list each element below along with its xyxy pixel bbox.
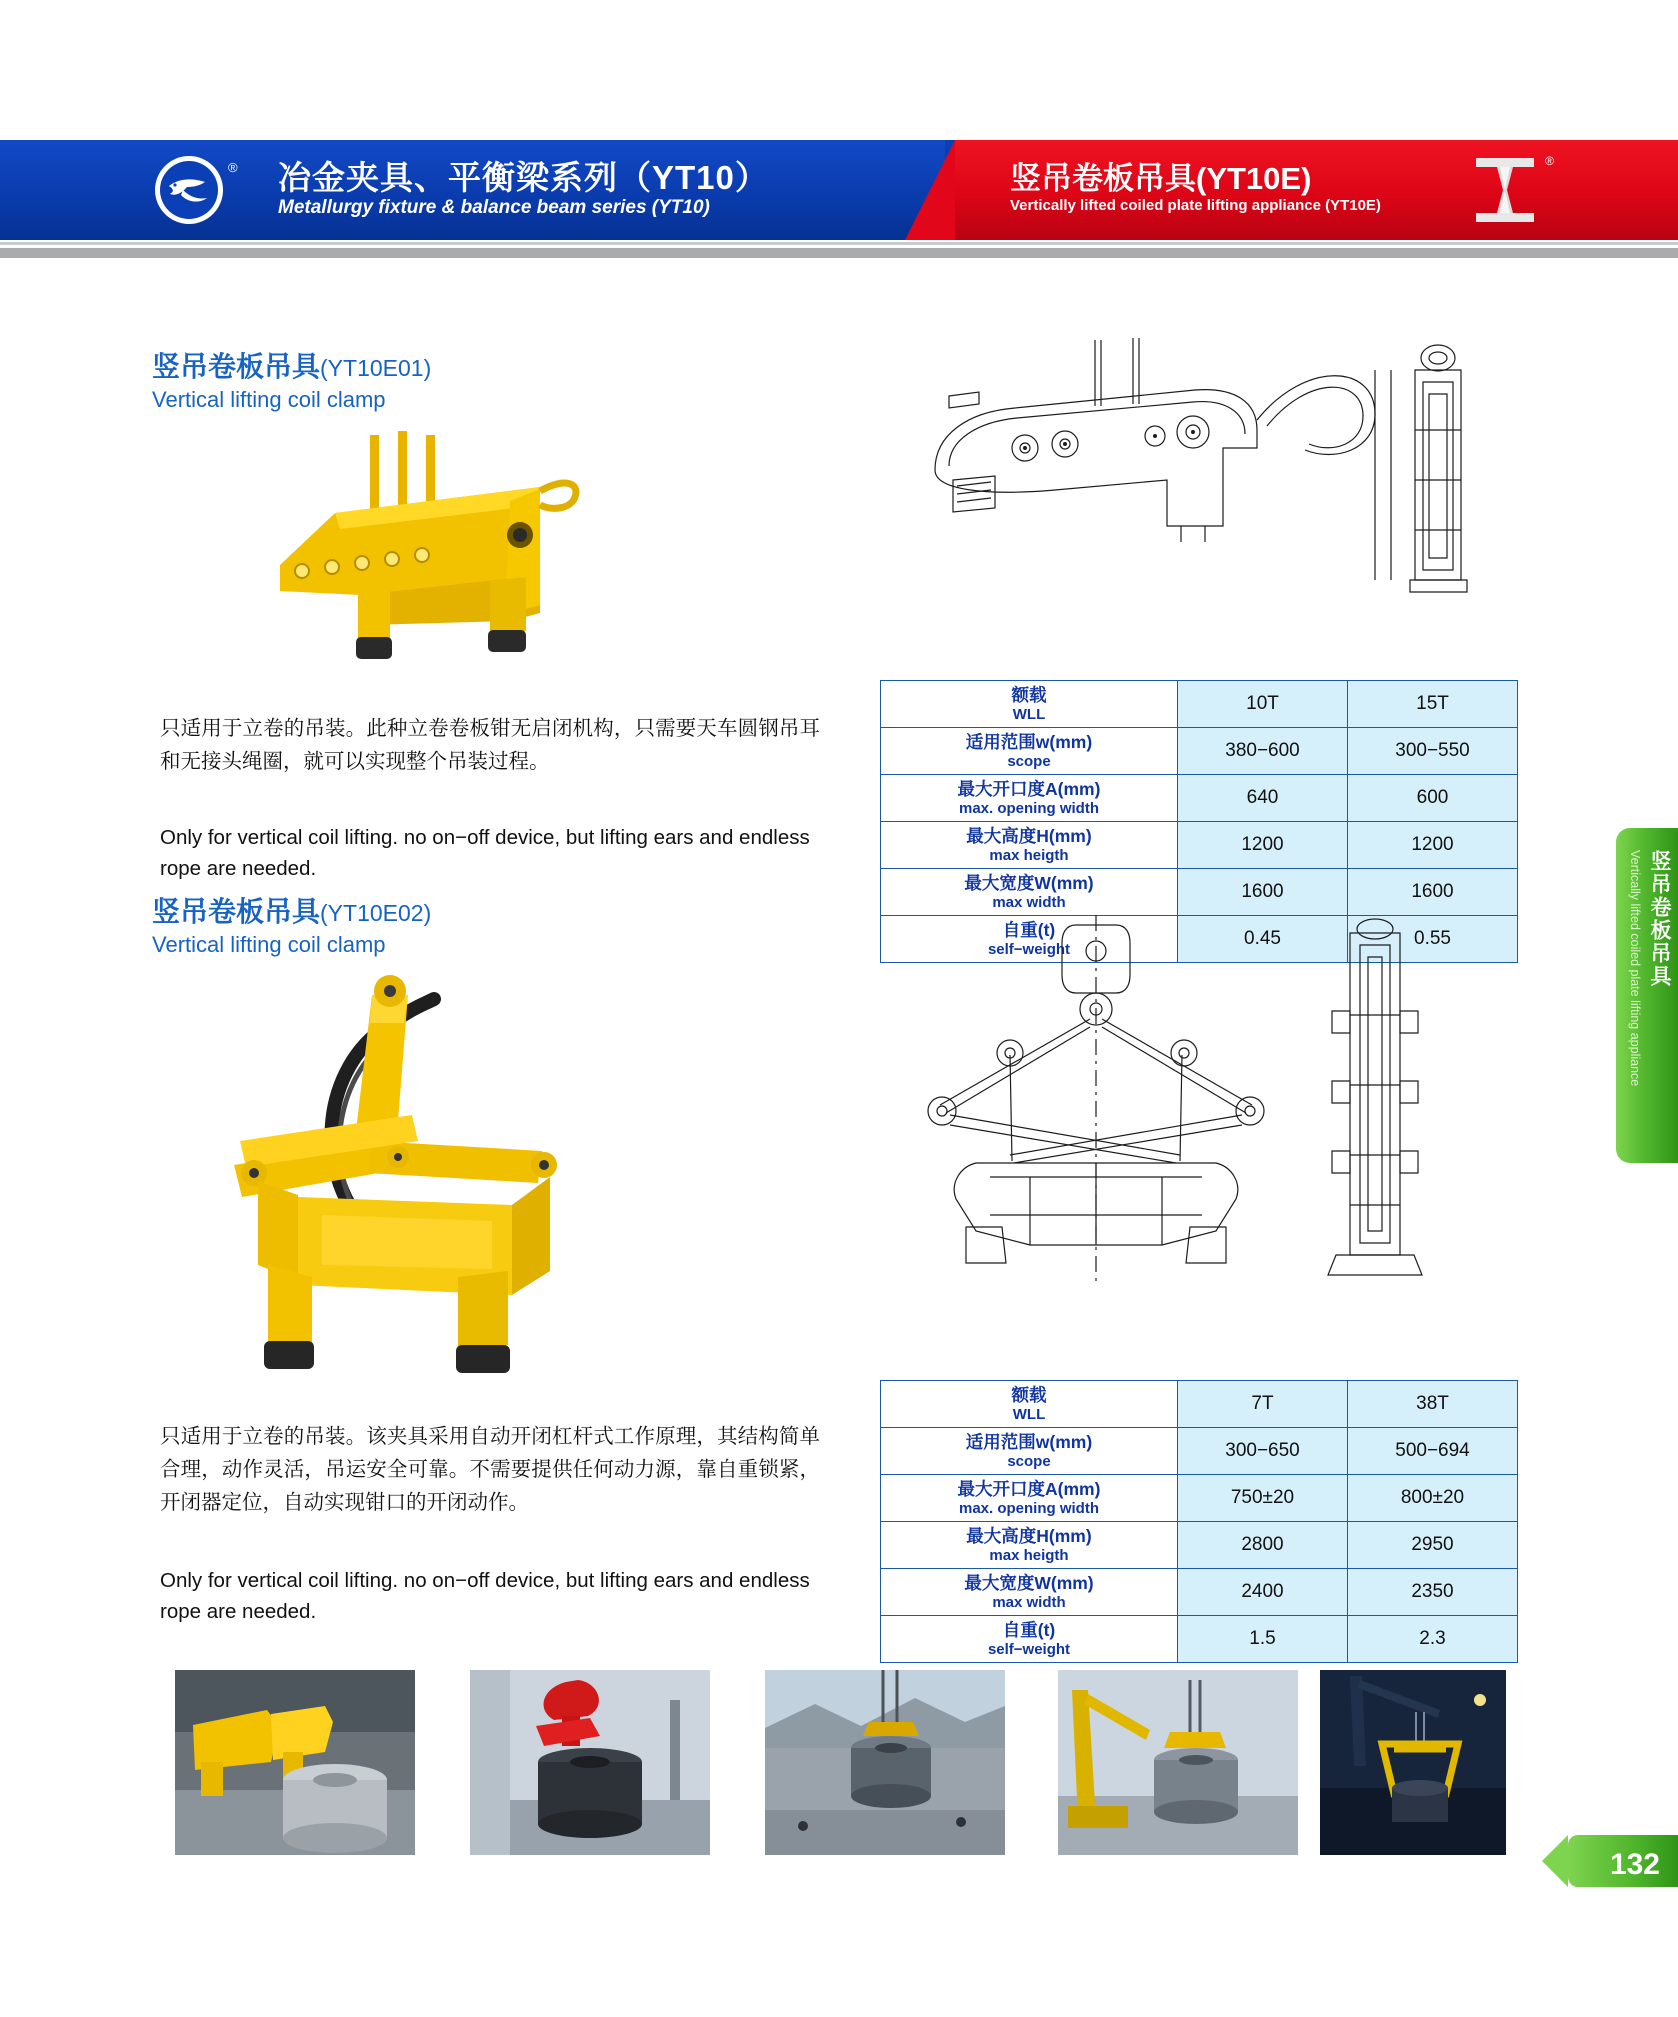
section2-title-cn: 竖吊卷板吊具 xyxy=(152,896,321,927)
table-row xyxy=(881,1475,1518,1522)
row-label xyxy=(881,1428,1178,1475)
cell-value: 300−550 xyxy=(1348,728,1518,775)
section2-title xyxy=(152,890,431,930)
row-label-en: scope xyxy=(1007,752,1051,770)
cell-value: 2.3 xyxy=(1348,1616,1518,1663)
row-label-en: max width xyxy=(992,893,1066,911)
cell-value: 2350 xyxy=(1348,1569,1518,1616)
cell-value: 300−650 xyxy=(1178,1428,1348,1475)
row-label-en: scope xyxy=(1007,1452,1051,1470)
row-label-en: max width xyxy=(992,1593,1066,1611)
gallery-photo-2 xyxy=(470,1670,710,1855)
section2-title-en: Vertical lifting coil clamp xyxy=(152,932,386,957)
registered-mark-2: ® xyxy=(1545,154,1554,168)
cell-value: 380−600 xyxy=(1178,728,1348,775)
table-row xyxy=(881,681,1518,728)
header-product-title-en: Vertically lifted coiled plate lifting appliance (YT10E) xyxy=(1010,197,1381,214)
table-row xyxy=(881,1381,1518,1428)
row-label xyxy=(881,775,1178,822)
section1-description-en: Only for vertical coil lifting. no on−off device, but lifting ears and endless rope are needed. xyxy=(160,826,810,880)
table-row xyxy=(881,728,1518,775)
table-row xyxy=(881,1428,1518,1475)
table-row xyxy=(881,1616,1518,1663)
row-label xyxy=(881,822,1178,869)
cell-value: 600 xyxy=(1348,775,1518,822)
page-number: 132 xyxy=(1609,1848,1660,1881)
row-label-en: max heigth xyxy=(989,846,1069,864)
cell-value: 2800 xyxy=(1178,1522,1348,1569)
product-photo-yt10e02 xyxy=(212,965,712,1385)
row-label-en: WLL xyxy=(1012,705,1046,723)
section2-description-en: Only for vertical coil lifting. no on−off device, but lifting ears and endless rope are needed. xyxy=(160,1569,810,1623)
cell-value: 1600 xyxy=(1348,869,1518,916)
technical-drawing-yt10e01 xyxy=(905,330,1475,650)
section1-title-code: (YT10E01) xyxy=(320,355,432,381)
cell-value: 640 xyxy=(1178,775,1348,822)
section1-title xyxy=(152,345,431,385)
side-tab-label-cn: 竖吊卷板吊具 xyxy=(1648,850,1671,988)
cell-value: 15T xyxy=(1348,681,1518,728)
table-row xyxy=(881,775,1518,822)
cell-value: 800±20 xyxy=(1348,1475,1518,1522)
row-label-cn: 额载 xyxy=(1011,1384,1047,1405)
section2-title-code: (YT10E02) xyxy=(320,900,432,926)
table-row xyxy=(881,822,1518,869)
header-series-title-en: Metallurgy fixture & balance beam series (YT10) xyxy=(278,197,710,218)
row-label xyxy=(881,728,1178,775)
row-label-en: self−weight xyxy=(987,1640,1071,1658)
cell-value: 1600 xyxy=(1178,869,1348,916)
row-label-en: max. opening width xyxy=(958,1499,1099,1517)
section1-title-cn: 竖吊卷板吊具 xyxy=(152,351,321,382)
row-label xyxy=(881,1522,1178,1569)
row-label-en: max heigth xyxy=(989,1546,1069,1564)
header-divider-thin xyxy=(0,242,1678,245)
section1-title-en: Vertical lifting coil clamp xyxy=(152,387,386,412)
bird-logo-icon xyxy=(155,156,223,224)
header-divider xyxy=(0,248,1678,258)
header-product-title-cn: 竖吊卷板吊具(YT10E) xyxy=(1010,161,1312,196)
cell-value: 10T xyxy=(1178,681,1348,728)
cell-value: 0.55 xyxy=(1348,916,1518,963)
gallery-photo-1 xyxy=(175,1670,415,1855)
gallery-photo-3 xyxy=(765,1670,1005,1855)
cell-value: 1.5 xyxy=(1178,1616,1348,1663)
row-label xyxy=(881,681,1178,728)
cell-value: 1200 xyxy=(1348,822,1518,869)
row-label-cn: 额载 xyxy=(1011,684,1047,705)
cell-value: 2950 xyxy=(1348,1522,1518,1569)
row-label xyxy=(881,1381,1178,1428)
row-label-cn: 最大宽度W(mm) xyxy=(964,872,1094,893)
cell-value: 38T xyxy=(1348,1381,1518,1428)
cell-value: 0.45 xyxy=(1178,916,1348,963)
section2-description-cn: 只适用于立卷的吊装。该夹具采用自动开闭杠杆式工作原理，其结构简单合理，动作灵活，吊运安全可靠。不需要提供任何动力源，靠自重锁紧，开闭器定位，自动实现钳口的开闭动作。 xyxy=(160,1425,820,1514)
side-tab xyxy=(1616,828,1678,1163)
table-row xyxy=(881,869,1518,916)
gallery-photo-5 xyxy=(1320,1670,1506,1855)
cell-value: 2400 xyxy=(1178,1569,1348,1616)
cell-value: 500−694 xyxy=(1348,1428,1518,1475)
table-row xyxy=(881,1522,1518,1569)
spec-table-yt10e02 xyxy=(880,1380,1518,1663)
cell-value: 1200 xyxy=(1178,822,1348,869)
side-tab-label-en: Vertically lifted coiled plate lifting appliance xyxy=(1628,850,1642,1087)
gallery-photo-4 xyxy=(1058,1670,1298,1855)
table-row xyxy=(881,1569,1518,1616)
row-label xyxy=(881,1616,1178,1663)
row-label xyxy=(881,1569,1178,1616)
row-label-cn: 最大高度H(mm) xyxy=(966,825,1092,846)
section1-description-cn: 只适用于立卷的吊装。此种立卷卷板钳无启闭机构，只需要天车圆钢吊耳和无接头绳圈，就可以实现整个吊装过程。 xyxy=(160,717,820,773)
cell-value: 7T xyxy=(1178,1381,1348,1428)
row-label xyxy=(881,869,1178,916)
technical-drawing-yt10e02 xyxy=(880,915,1480,1315)
row-label-cn: 最大宽度W(mm) xyxy=(964,1572,1094,1593)
row-label-en: WLL xyxy=(1012,1405,1046,1423)
row-label-cn: 适用范围w(mm) xyxy=(965,1431,1093,1452)
cell-value: 750±20 xyxy=(1178,1475,1348,1522)
row-label-cn: 最大开口度A(mm) xyxy=(957,778,1101,799)
product-photo-yt10e01 xyxy=(240,425,715,685)
row-label-en: max. opening width xyxy=(958,799,1099,817)
row-label-cn: 最大开口度A(mm) xyxy=(957,1478,1101,1499)
row-label xyxy=(881,1475,1178,1522)
row-label-cn: 自重(t) xyxy=(1002,919,1056,940)
row-label-cn: 最大高度H(mm) xyxy=(966,1525,1092,1546)
page-header xyxy=(0,140,1678,240)
row-label-cn: 适用范围w(mm) xyxy=(965,731,1093,752)
header-series-title-cn: 冶金夹具、平衡梁系列（YT10） xyxy=(278,159,769,196)
row-label-en: self−weight xyxy=(987,940,1071,958)
registered-mark: ® xyxy=(228,160,238,175)
row-label-cn: 自重(t) xyxy=(1002,1619,1056,1640)
clamp-icon xyxy=(1470,154,1554,226)
